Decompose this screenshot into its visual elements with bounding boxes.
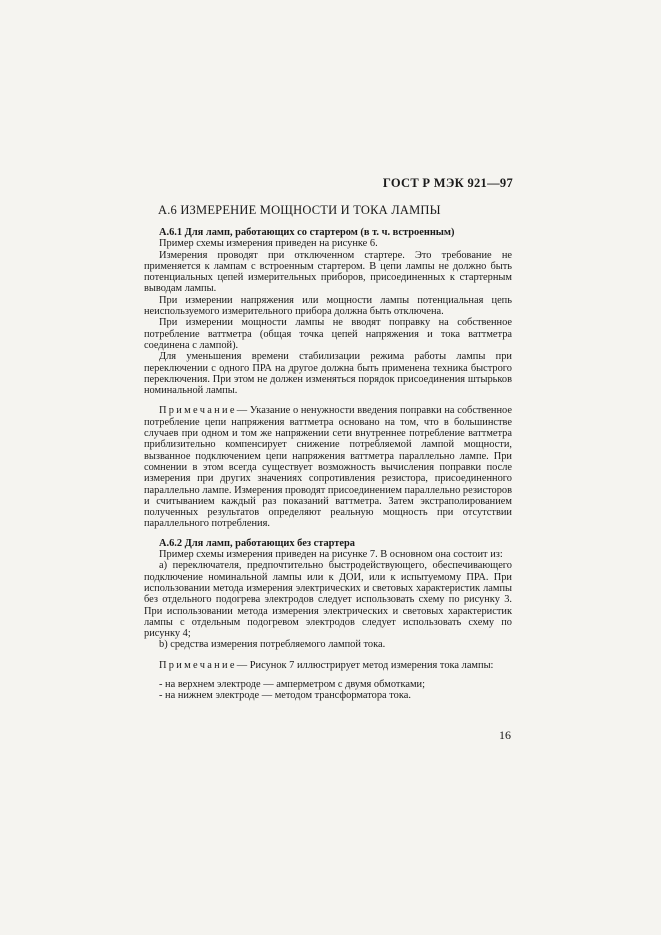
note-text: — Рисунок 7 иллюстрирует метод измерения тока лампы:: [236, 659, 494, 671]
note-label: Примечание: [159, 405, 237, 417]
subsection-heading-a62: А.6.2 Для ламп, работающих без стартера: [159, 537, 355, 549]
page-number: 16: [499, 728, 511, 742]
paragraph: Пример схемы измерения приведен на рисунке 6.: [159, 238, 378, 250]
paragraph: При измерении напряжения или мощности лампы потенциальная цепь неиспользуемого измерительного прибора должна быть отключена.: [144, 294, 512, 318]
subsection-heading-a61: А.6.1 Для ламп, работающих со стартером (в т. ч. встроенным): [159, 227, 455, 238]
note-paragraph: [144, 660, 512, 671]
section-title: А.6 ИЗМЕРЕНИЕ МОЩНОСТИ И ТОКА ЛАМПЫ: [158, 203, 441, 217]
note-label: Примечание: [159, 659, 237, 671]
paragraph: Для уменьшения времени стабилизации режима работы лампы при переключении с одного ПРА на другое должна быть применена техника быстрого переключения. При этом не должен изменяться порядок присоединения штырьков номинальной лампы.: [144, 351, 512, 397]
note-paragraph: [144, 405, 512, 529]
bullet-item: - на верхнем электроде — амперметром с двумя обмотками;: [159, 678, 425, 690]
bullet-item: - на нижнем электроде — методом трансформатора тока.: [159, 690, 411, 702]
standard-header: ГОСТ Р МЭК 921—97: [382, 176, 513, 190]
list-item: b) средства измерения потребляемого лампой тока.: [159, 639, 386, 651]
paragraph: При измерении мощности лампы не вводят поправку на собственное потребление ваттметра (общая точка цепей напряжения и тока ваттметра соединена с лампой).: [144, 317, 512, 351]
paragraph: Пример схемы измерения приведен на рисунке 7. В основном она состоит из:: [159, 549, 503, 561]
bullet-list: [144, 679, 512, 702]
list-item: а) переключателя, предпочтительно быстродействующего, обеспечивающего подключение номинальной лампы или к ДОИ, или к испытуемому ПРА. При использовании метода измерения электрических и световых характеристик лампы без отдельного подогрева электродов следует использовать схему по рисунку 3. При использовании метода измерения электрических и световых характеристик лампы с отдельным подогревом электродов следует использовать схему по рисунку 4;: [144, 560, 512, 640]
body-text: [144, 222, 512, 702]
paragraph: Измерения проводят при отключенном стартере. Это требование не применяется к лампам с встроенным стартером. В цепи лампы не должно быть потенциальных цепей измерительных приборов, присоединенных к стартерным выводам лампы.: [144, 249, 512, 295]
note-text: — Указание о ненужности введения поправки на собственное потребление цепи напряжения ваттметра основано на том, что в большинстве случаев при одном и том же напряжении сети внутреннее потребление ваттметра приблизительно компенсирует снижение потребляемой лампой мощности, вызванное подключением цепи напряжения ваттметра параллельно лампе. При сомнении в этом всегда существует возможность вычисления поправки после измерения при других значениях сопротивления резистора, присоединенного параллельно лампе. Измерения проводят присоединением параллельно резисторов и считыванием каждый раз показаний ваттметра. Затем экстраполированием полученных результатов определяют реальную мощность при отсутствии параллельного потребления.: [144, 405, 512, 530]
